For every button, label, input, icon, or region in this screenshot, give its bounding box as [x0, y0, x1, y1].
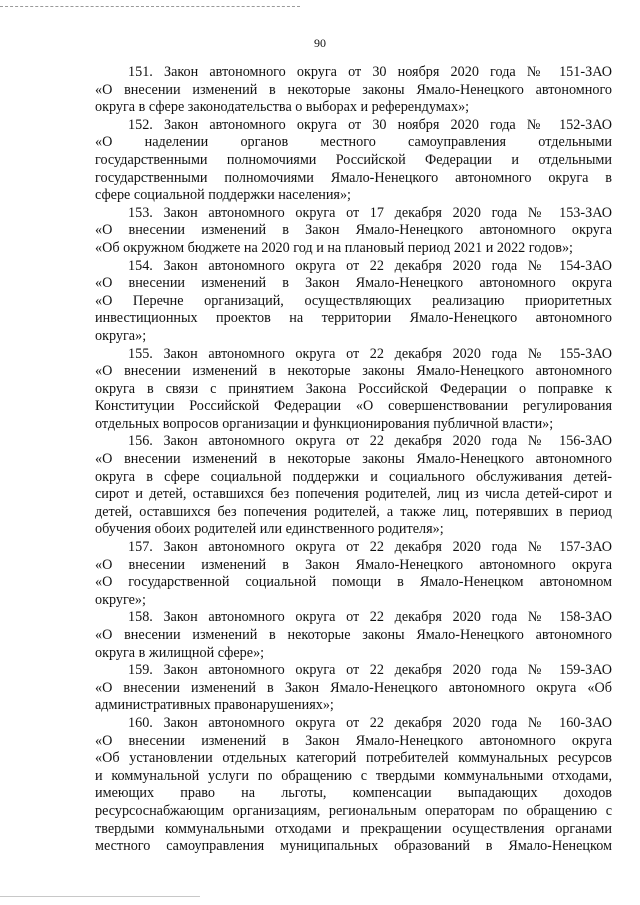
- law-item: [95, 205, 612, 258]
- law-item-text-line: «Об окружном бюджете на 2020 год и на плановый период 2021 и 2022 годов»;: [95, 239, 574, 256]
- law-item-text-line: «О внесении изменений в Закон Ямало-Ненецкого автономного округа: [95, 732, 612, 749]
- law-item-text-line: «О внесении изменений в некоторые законы Ямало-Ненецкого автономного: [95, 81, 612, 98]
- law-item: [95, 258, 612, 346]
- law-item-text-line: «О внесении изменений в Закон Ямало-Ненецкого автономного округа: [95, 222, 612, 239]
- law-item-heading-line: 155. Закон автономного округа от 22 декабря 2020 года № 155-ЗАО: [128, 345, 612, 362]
- law-item-text-line: «Об установлении отдельных категорий потребителей коммунальных ресурсов: [95, 750, 612, 767]
- law-item: [95, 433, 612, 539]
- law-item: [95, 117, 612, 205]
- law-list: [95, 64, 612, 856]
- law-item-text-line: «О внесении изменений в некоторые законы Ямало-Ненецкого автономного: [95, 451, 612, 468]
- law-item-text-line: ресурсоснабжающим организациям, региональным операторам по обращению с: [95, 802, 612, 819]
- law-item-text-line: «О внесении изменений в некоторые законы Ямало-Ненецкого автономного: [95, 363, 612, 380]
- law-item-text-line: имеющих право на льготы, компенсации выпадающих доходов: [95, 785, 612, 802]
- law-item-text-line: административных правонарушениях»;: [95, 697, 334, 714]
- law-item-text-line: «О государственной социальной помощи в Ямало-Ненецком автономном: [95, 574, 612, 591]
- law-item: [95, 662, 612, 715]
- law-item-text-line: «О наделении органов местного самоуправления отдельными: [95, 134, 612, 151]
- law-item-heading-line: 151. Закон автономного округа от 30 ноября 2020 года № 151-ЗАО: [128, 64, 612, 80]
- law-item-heading-line: 159. Закон автономного округа от 22 декабря 2020 года № 159-ЗАО: [128, 662, 612, 679]
- law-item-text-line: «О внесении изменений в Закон Ямало-Ненецкого автономного округа «Об: [95, 679, 612, 696]
- law-item: [95, 64, 612, 117]
- law-item-text-line: округа в сфере социальной поддержки и социального обслуживания детей-: [95, 468, 612, 485]
- law-item: [95, 715, 612, 856]
- law-item-heading-line: 157. Закон автономного округа от 22 декабря 2020 года № 157-ЗАО: [128, 539, 612, 556]
- bottom-scan-rule: [0, 896, 200, 897]
- law-item-text-line: округа в связи с принятием Закона Российской Федерации о поправке к: [95, 380, 612, 397]
- law-item-heading-line: 154. Закон автономного округа от 22 декабря 2020 года № 154-ЗАО: [128, 257, 612, 274]
- law-item-text-line: местного самоуправления муниципальных образований в Ямало-Ненецком: [95, 838, 612, 855]
- law-item-text-line: округа в жилищной сфере»;: [95, 644, 265, 661]
- law-item-text-line: «О внесении изменений в Закон Ямало-Ненецкого автономного округа: [95, 275, 612, 292]
- top-scan-rule: [0, 6, 300, 7]
- law-item-text-line: «О Перечне организаций, осуществляющих реализацию приоритетных: [95, 292, 612, 309]
- law-item-text-line: сфере социальной поддержки населения»;: [95, 187, 351, 204]
- law-item-heading-line: 156. Закон автономного округа от 22 декабря 2020 года № 156-ЗАО: [128, 433, 612, 450]
- law-item-text-line: округе»;: [95, 591, 146, 608]
- law-item-text-line: инвестиционных проектов на территории Ямало-Ненецкого автономного: [95, 310, 612, 327]
- law-item-text-line: государственными полномочиями Ямало-Ненецкого автономного округа в: [95, 169, 612, 186]
- law-item-heading-line: 158. Закон автономного округа от 22 декабря 2020 года № 158-ЗАО: [128, 609, 612, 626]
- law-item-text-line: сирот и детей, оставшихся без попечения родителей, лиц из числа детей-сирот и: [95, 486, 612, 503]
- law-item-text-line: и коммунальной услуги по обращению с твердыми коммунальными отходами,: [95, 767, 612, 784]
- law-item: [95, 346, 612, 434]
- law-item-text-line: округа в сфере законодательства о выборах и референдумах»;: [95, 99, 470, 116]
- law-item-text-line: обучения обоих родителей или единственного родителя»;: [95, 521, 444, 538]
- law-item: [95, 539, 612, 609]
- law-item-text-line: «О внесении изменений в Закон Ямало-Ненецкого автономного округа: [95, 556, 612, 573]
- law-item-text-line: твердыми коммунальными отходами и прекращении осуществления органами: [95, 820, 612, 837]
- law-item-text-line: округа»;: [95, 327, 147, 344]
- law-item-heading-line: 153. Закон автономного округа от 17 декабря 2020 года № 153-ЗАО: [128, 204, 612, 221]
- law-item-text-line: «О внесении изменений в некоторые законы Ямало-Ненецкого автономного: [95, 627, 612, 643]
- law-item-text-line: отдельных вопросов организации и функционирования публичной власти»;: [95, 415, 554, 432]
- law-item-heading-line: 152. Закон автономного округа от 30 ноября 2020 года № 152-ЗАО: [128, 116, 612, 133]
- law-item-text-line: Конституции Российской Федерации «О совершенствовании регулирования: [95, 398, 612, 415]
- law-item-text-line: детей, оставшихся без попечения родителей, а также лиц, потерявших в период: [95, 503, 612, 520]
- law-item-heading-line: 160. Закон автономного округа от 22 декабря 2020 года № 160-ЗАО: [128, 714, 612, 731]
- law-item: [95, 609, 612, 662]
- page-number: 90: [314, 36, 326, 50]
- law-item-text-line: государственными полномочиями Российской Федерации и отдельными: [95, 151, 612, 168]
